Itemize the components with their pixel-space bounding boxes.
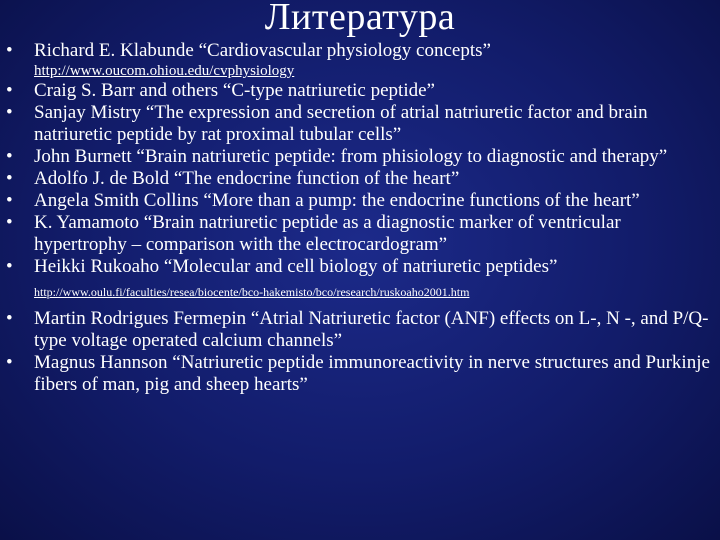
reference-item <box>0 190 720 212</box>
reference-item <box>0 256 720 300</box>
bullet-icon: • <box>6 168 13 189</box>
reference-text: Martin Rodrigues Fermepin “Atrial Natriuretic factor (ANF) effects on L-, N -, and P/Q-type voltage operated calcium channels” <box>34 308 709 351</box>
bullet-icon: • <box>6 80 13 101</box>
reference-item <box>0 308 720 352</box>
bullet-icon: • <box>6 212 13 233</box>
reference-item <box>0 80 720 102</box>
slide-title: Литература <box>264 0 456 38</box>
reference-text: K. Yamamoto “Brain natriuretic peptide as a diagnostic marker of ventricular hypertrophy – comparison with the electrocardogram” <box>34 212 621 255</box>
bullet-icon: • <box>6 352 13 373</box>
bullet-icon: • <box>6 190 13 211</box>
bullet-icon: • <box>6 256 13 277</box>
reference-item <box>0 146 720 168</box>
bullet-icon: • <box>6 146 13 167</box>
reference-link[interactable]: http://www.oulu.fi/faculties/resea/biocente/bco-hakemisto/bco/research/ruskoaho2001.htm <box>34 285 470 299</box>
reference-text: Craig S. Barr and others “C-type natriuretic peptide” <box>34 80 435 101</box>
bullet-icon: • <box>6 40 13 61</box>
reference-item <box>0 102 720 146</box>
reference-item <box>0 212 720 256</box>
reference-link[interactable]: http://www.oucom.ohiou.edu/cvphysiology <box>34 63 295 79</box>
reference-text: Sanjay Mistry “The expression and secretion of atrial natriuretic factor and brain natriuretic peptide by rat proximal tubular cells” <box>34 102 648 145</box>
reference-text: Richard E. Klabunde “Cardiovascular physiology concepts” <box>34 40 491 61</box>
bullet-icon: • <box>6 308 13 329</box>
reference-item <box>0 352 720 396</box>
bullet-icon: • <box>6 102 13 123</box>
reference-text: John Burnett “Brain natriuretic peptide: from phisiology to diagnostic and therapy” <box>34 146 668 167</box>
reference-item <box>0 168 720 190</box>
reference-text: Heikki Rukoaho “Molecular and cell biology of natriuretic peptides” <box>34 256 558 277</box>
reference-text: Magnus Hannson “Natriuretic peptide immunoreactivity in nerve structures and Purkinje fibers of man, pig and sheep hearts” <box>34 352 710 395</box>
reference-list <box>0 40 720 396</box>
reference-text: Adolfo J. de Bold “The endocrine function of the heart” <box>34 168 460 189</box>
reference-text: Angela Smith Collins “More than a pump: the endocrine functions of the heart” <box>34 190 640 211</box>
reference-item <box>0 40 720 80</box>
